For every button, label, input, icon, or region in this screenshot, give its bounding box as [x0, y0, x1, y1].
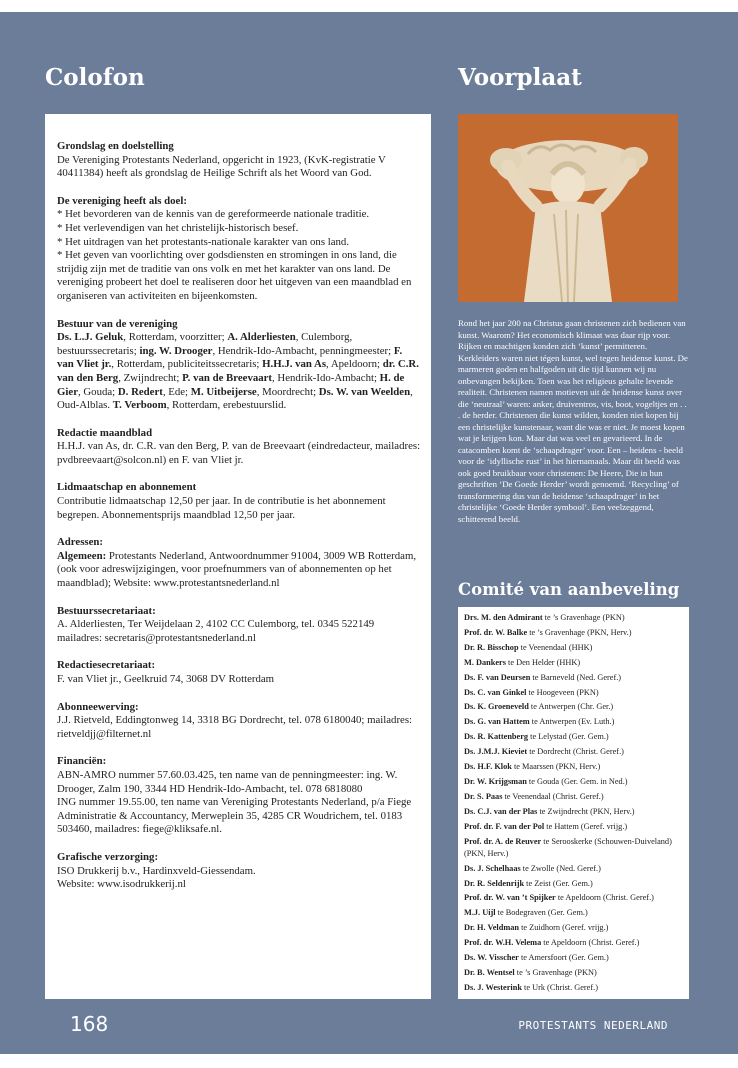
page-number: 168 — [70, 1012, 109, 1036]
member-detail: te Veenendaal (Christ. Geref.) — [502, 791, 604, 801]
member-name: Prof. dr. W. van ’t Spijker — [464, 893, 556, 903]
member-detail: te ’s Gravenhage (PKN, Herv.) — [527, 627, 632, 637]
member-name: Ds. C. van Ginkel — [464, 687, 527, 697]
section-heading: Bestuur van de vereniging — [57, 317, 178, 330]
section-heading: Abonneewerving: — [57, 700, 139, 713]
person-name: H.H.J. van As — [262, 358, 327, 371]
member-name: Ds. C.J. van der Plas — [464, 806, 538, 816]
colofon-panel — [45, 114, 431, 999]
comite-member — [464, 700, 685, 715]
colofon-section — [57, 427, 421, 468]
comite-member — [464, 656, 685, 671]
voorplaat-description: Rond het jaar 200 na Christus gaan christenen zich bedienen van kunst. Waarom? Het economisch klimaat was daar rijp voor. Rijken en machtigen konden zich ‘kunst’ permitteren. Kerkleiders waren niet tégen kunst, wel tegen heidense kunst. De marmeren goden en halfgoden uit die tijd kunnen wij nu onbevangen bekijken. Toen was het religieus gehalte levende realiteit. Christenen namen motieven uit de heidense kunst over die ‘neutraal’ waren: anker, druiventros, vis, boot, vogeltjes en . . . de herder. Christenen die kunst wilden, konden niet kopen bij een christelijke kunstenaar, want die was er niet. Je moest kopen wat je krijgen kon. Maar dat was veel en gevarieerd. In de catacomben komt de ‘schaapdrager’ voor. Een – heidens - beeld voor de ‘idyllische rust’ in het hiernamaals. Maar dit beeld was ook goed bruikbaar voor christenen: De Heere, Die in hun geschriften ‘De Goede Herder’ wordt genoemd. ‘Recycling’ of transformering dus van de heidense ‘schaapdrager’ in het christelijke ‘Goede Herder symbool’. Een veelzeggend, schitterend beeld. — [458, 318, 688, 524]
comite-member — [464, 730, 685, 745]
colofon-section — [57, 851, 421, 892]
comite-member — [464, 790, 685, 805]
person-name: P. van de Breevaart — [182, 371, 273, 384]
member-name: Prof. dr. F. van der Pol — [464, 821, 545, 831]
comite-member — [464, 921, 685, 936]
person-name: M. Uitbeijerse — [190, 385, 257, 398]
member-detail: te Gouda (Ger. Gem. in Ned.) — [526, 776, 628, 786]
comite-member — [464, 906, 685, 921]
person-name: F. van Vliet jr. — [57, 344, 403, 371]
section-heading: Grondslag en doelstelling — [57, 140, 174, 152]
page-background — [0, 12, 738, 1054]
comite-list — [464, 611, 685, 996]
member-detail: te Barneveld (Ned. Geref.) — [530, 672, 622, 682]
comite-panel — [458, 607, 689, 999]
comite-member — [464, 805, 685, 820]
voorplaat-title: Voorplaat — [458, 64, 582, 91]
comite-member — [464, 951, 685, 966]
person-detail: , Ede; — [162, 385, 191, 398]
member-detail: te Zeist (Ger. Gem.) — [524, 878, 593, 888]
comite-member — [464, 611, 685, 626]
comite-member — [464, 775, 685, 790]
member-detail: te Apeldoorn (Christ. Geref.) — [541, 938, 640, 948]
member-name: Ds. G. van Hattem — [464, 717, 530, 727]
section-line: ABN-AMRO nummer 57.60.03.425, ten name van de penningmeester: ing. W. Drooger, Zalm 190, 3344 HD Hendrik-Ido-Ambacht, tel. 078 6818080 — [57, 768, 398, 795]
colofon-section — [57, 318, 421, 413]
section-heading: Adressen: — [57, 536, 103, 549]
colofon-section — [57, 659, 421, 686]
section-line: Contributie lidmaatschap 12,50 per jaar. In de contributie is het abonnement begrepen. Abonnementsprijs maandblad 12,50 per jaar. — [57, 495, 386, 521]
section-line: A. Alderliesten, Ter Weijdelaan 2, 4102 CC Culemborg, tel. 0345 522149 mailadres: secretaris@protestantsnederland.nl — [57, 618, 375, 644]
comite-member — [464, 862, 685, 877]
person-detail: Protestants Nederland, Antwoordnummer 91004, 3009 WB Rotterdam, (ook voor adreswijzigingen, voor proefnummers van of abonnementen op het maandblad); Website: www.protestantsnederland.nl — [57, 549, 417, 590]
comite-member — [464, 981, 685, 996]
cover-image-shepherd-statue — [458, 114, 678, 302]
member-detail: te Hattem (Geref. vrijg.) — [544, 821, 628, 831]
publication-name: PROTESTANTS NEDERLAND — [518, 1019, 668, 1032]
member-detail: te Serooskerke (Schouwen-Duiveland) (PKN, Herv.) — [464, 836, 672, 858]
section-heading: Grafische verzorging: — [57, 850, 159, 863]
member-name: Ds. K. Groeneveld — [464, 702, 529, 712]
section-line: ISO Drukkerij b.v., Hardinxveld-Giessendam. — [57, 864, 256, 877]
person-name: ing. W. Drooger — [139, 344, 213, 357]
member-name: Ds. J.M.J. Kieviet — [464, 747, 528, 757]
section-heading: Financiën: — [57, 755, 107, 768]
section-body — [57, 550, 421, 591]
section-heading: Redactiesecretariaat: — [57, 659, 156, 672]
member-name: Ds. H.F. Klok — [464, 762, 512, 772]
person-detail: , Apeldoorn; — [326, 358, 383, 371]
member-detail: te Lelystad (Ger. Gem.) — [528, 732, 609, 742]
section-heading: Redactie maandblad — [57, 426, 153, 439]
colofon-section — [57, 195, 421, 304]
person-detail: , Hendrik-Ido-Ambacht, penningmeester; — [212, 344, 394, 357]
member-name: Dr. R. Seldenrijk — [464, 878, 525, 888]
comite-member — [464, 745, 685, 760]
comite-member — [464, 760, 685, 775]
comite-member — [464, 626, 685, 641]
member-name: Ds. J. Westerink — [464, 982, 522, 992]
person-detail: , Zwijndrecht; — [118, 371, 183, 384]
colofon-section — [57, 755, 421, 837]
member-detail: te Antwerpen (Chr. Ger.) — [528, 702, 614, 712]
section-line: De Vereniging Protestants Nederland, opgericht in 1923, (KvK-registratie V 40411384) heeft als grondslag de Heilige Schrift als het Woord van God. — [57, 153, 386, 180]
section-body — [57, 331, 421, 413]
member-detail: te Maarssen (PKN, Herv.) — [511, 762, 601, 772]
person-name: T. Verboom — [112, 399, 167, 412]
section-line: J.J. Rietveld, Eddingtonweg 14, 3318 BG Dordrecht, tel. 078 6180040; mailadres: rietveldjj@filternet.nl — [57, 714, 413, 740]
comite-member — [464, 641, 685, 656]
person-detail: , Gouda; — [77, 385, 118, 398]
member-name: Dr. R. Bisschop — [464, 642, 519, 652]
section-line: F. van Vliet jr., Geelkruid 74, 3068 DV Rotterdam — [57, 673, 275, 685]
member-name: Dr. S. Paas — [464, 791, 503, 801]
section-line: * Het geven van voorlichting over godsdiensten en stromingen in ons land, die strijdig zijn met de traditie van ons volk en met het karakter van ons land. De vereniging probeert het doel te realiseren door het uitgeven van een maandblad en organiseren van activiteiten en bijeenkomsten. — [57, 249, 412, 302]
member-detail: te Amersfoort (Ger. Gem.) — [518, 953, 609, 963]
section-heading: Lidmaatschap en abonnement — [57, 481, 197, 494]
colofon-section — [57, 536, 421, 590]
member-detail: te Antwerpen (Ev. Luth.) — [529, 717, 615, 727]
member-detail: te ’s Gravenhage (PKN) — [542, 613, 625, 622]
comite-member — [464, 820, 685, 835]
member-detail: te Veenendaal (HHK) — [518, 642, 593, 652]
person-detail: , Rotterdam, voorzitter; — [123, 331, 228, 344]
person-name: Algemeen: — [57, 549, 107, 562]
member-name: Dr. H. Veldman — [464, 923, 520, 933]
member-detail: te Dordrecht (Christ. Geref.) — [527, 747, 624, 757]
colofon-section — [57, 701, 421, 742]
member-detail: te Bodegraven (Ger. Gem.) — [495, 908, 588, 918]
person-name: dr. C.R. van den Berg — [57, 358, 419, 384]
comite-member — [464, 966, 685, 981]
member-name: Prof. dr. A. de Reuver — [464, 836, 542, 846]
section-heading: Bestuurssecretariaat: — [57, 604, 156, 617]
member-name: Ds. R. Kattenberg — [464, 732, 529, 742]
member-name: Prof. dr. W. Balke — [464, 627, 528, 637]
section-line: H.H.J. van As, dr. C.R. van den Berg, P. van de Breevaart (eindredacteur, mailadres: pvdbreevaart@solcon.nl) en F. van Vliet jr. — [57, 440, 421, 466]
person-name: D. Redert — [117, 385, 163, 398]
person-detail: , Rotterdam, erebestuurslid. — [166, 399, 287, 412]
member-name: Dr. B. Wentsel — [464, 967, 515, 977]
section-line: * Het bevorderen van de kennis van de gereformeerde nationale traditie. — [57, 208, 370, 221]
member-detail: te Apeldoorn (Christ. Geref.) — [555, 893, 654, 903]
comite-member — [464, 715, 685, 730]
member-detail: te Zuidhorn (Geref. vrijg.) — [519, 923, 609, 933]
comite-member — [464, 671, 685, 686]
person-detail: , Hendrik-Ido-Ambacht; — [272, 371, 380, 384]
member-name: Ds. F. van Deursen — [464, 672, 531, 682]
statue-illustration — [458, 114, 678, 302]
person-name: Ds. W. van Weelden — [318, 385, 411, 398]
person-name: Ds. L.J. Geluk — [57, 331, 124, 344]
member-detail: te Urk (Christ. Geref.) — [521, 982, 598, 992]
section-line: * Het verlevendigen van het christelijk-historisch besef. — [57, 221, 299, 234]
colofon-section — [57, 605, 421, 646]
comite-member — [464, 836, 685, 860]
member-detail: te Zwijndrecht (PKN, Herv.) — [537, 806, 635, 816]
member-name: M. Dankers — [464, 657, 506, 667]
member-name: Drs. M. den Admirant — [464, 613, 543, 622]
person-detail: , Oud-Alblas. — [57, 385, 413, 412]
member-detail: te Hoogeveen (PKN) — [526, 687, 599, 697]
member-detail: te Den Helder (HHK) — [505, 657, 581, 667]
member-name: Prof. dr. W.H. Velema — [464, 938, 542, 948]
colofon-title: Colofon — [45, 64, 145, 91]
member-name: Ds. W. Visscher — [464, 953, 519, 963]
member-detail: te Zwolle (Ned. Geref.) — [520, 863, 601, 873]
section-line: Website: www.isodrukkerij.nl — [57, 878, 186, 891]
comite-member — [464, 877, 685, 892]
comite-member — [464, 936, 685, 951]
colofon-section — [57, 140, 421, 181]
comite-member — [464, 891, 685, 906]
comite-title: Comité van aanbeveling — [458, 580, 680, 599]
comite-member — [464, 686, 685, 701]
section-heading: De vereniging heeft als doel: — [57, 194, 187, 207]
person-detail: , Rotterdam, publiciteitssecretaris; — [111, 358, 263, 371]
section-line: ING nummer 19.55.00, ten name van Vereniging Protestants Nederland, p/a Fiege Administratie & Accountancy, Merweplein 35, 4285 CR Woudrichem, tel. 0183 503460, mailadres: fiege@kliksafe.nl. — [57, 796, 412, 836]
member-name: Dr. W. Krijgsman — [464, 776, 527, 786]
person-name: A. Alderliesten — [227, 331, 296, 344]
member-name: Ds. J. Schelhaas — [464, 863, 521, 873]
member-name: M.J. Uijl — [464, 908, 496, 918]
person-name: H. de Gier — [57, 371, 405, 398]
section-line: * Het uitdragen van het protestants-nationale karakter van ons land. — [57, 235, 350, 248]
person-detail: , Culemborg, bestuurssecretaris; — [57, 331, 353, 357]
person-detail: , Moordrecht; — [256, 385, 319, 398]
member-detail: te ’s Gravenhage (PKN) — [514, 967, 597, 977]
colofon-section — [57, 481, 421, 522]
